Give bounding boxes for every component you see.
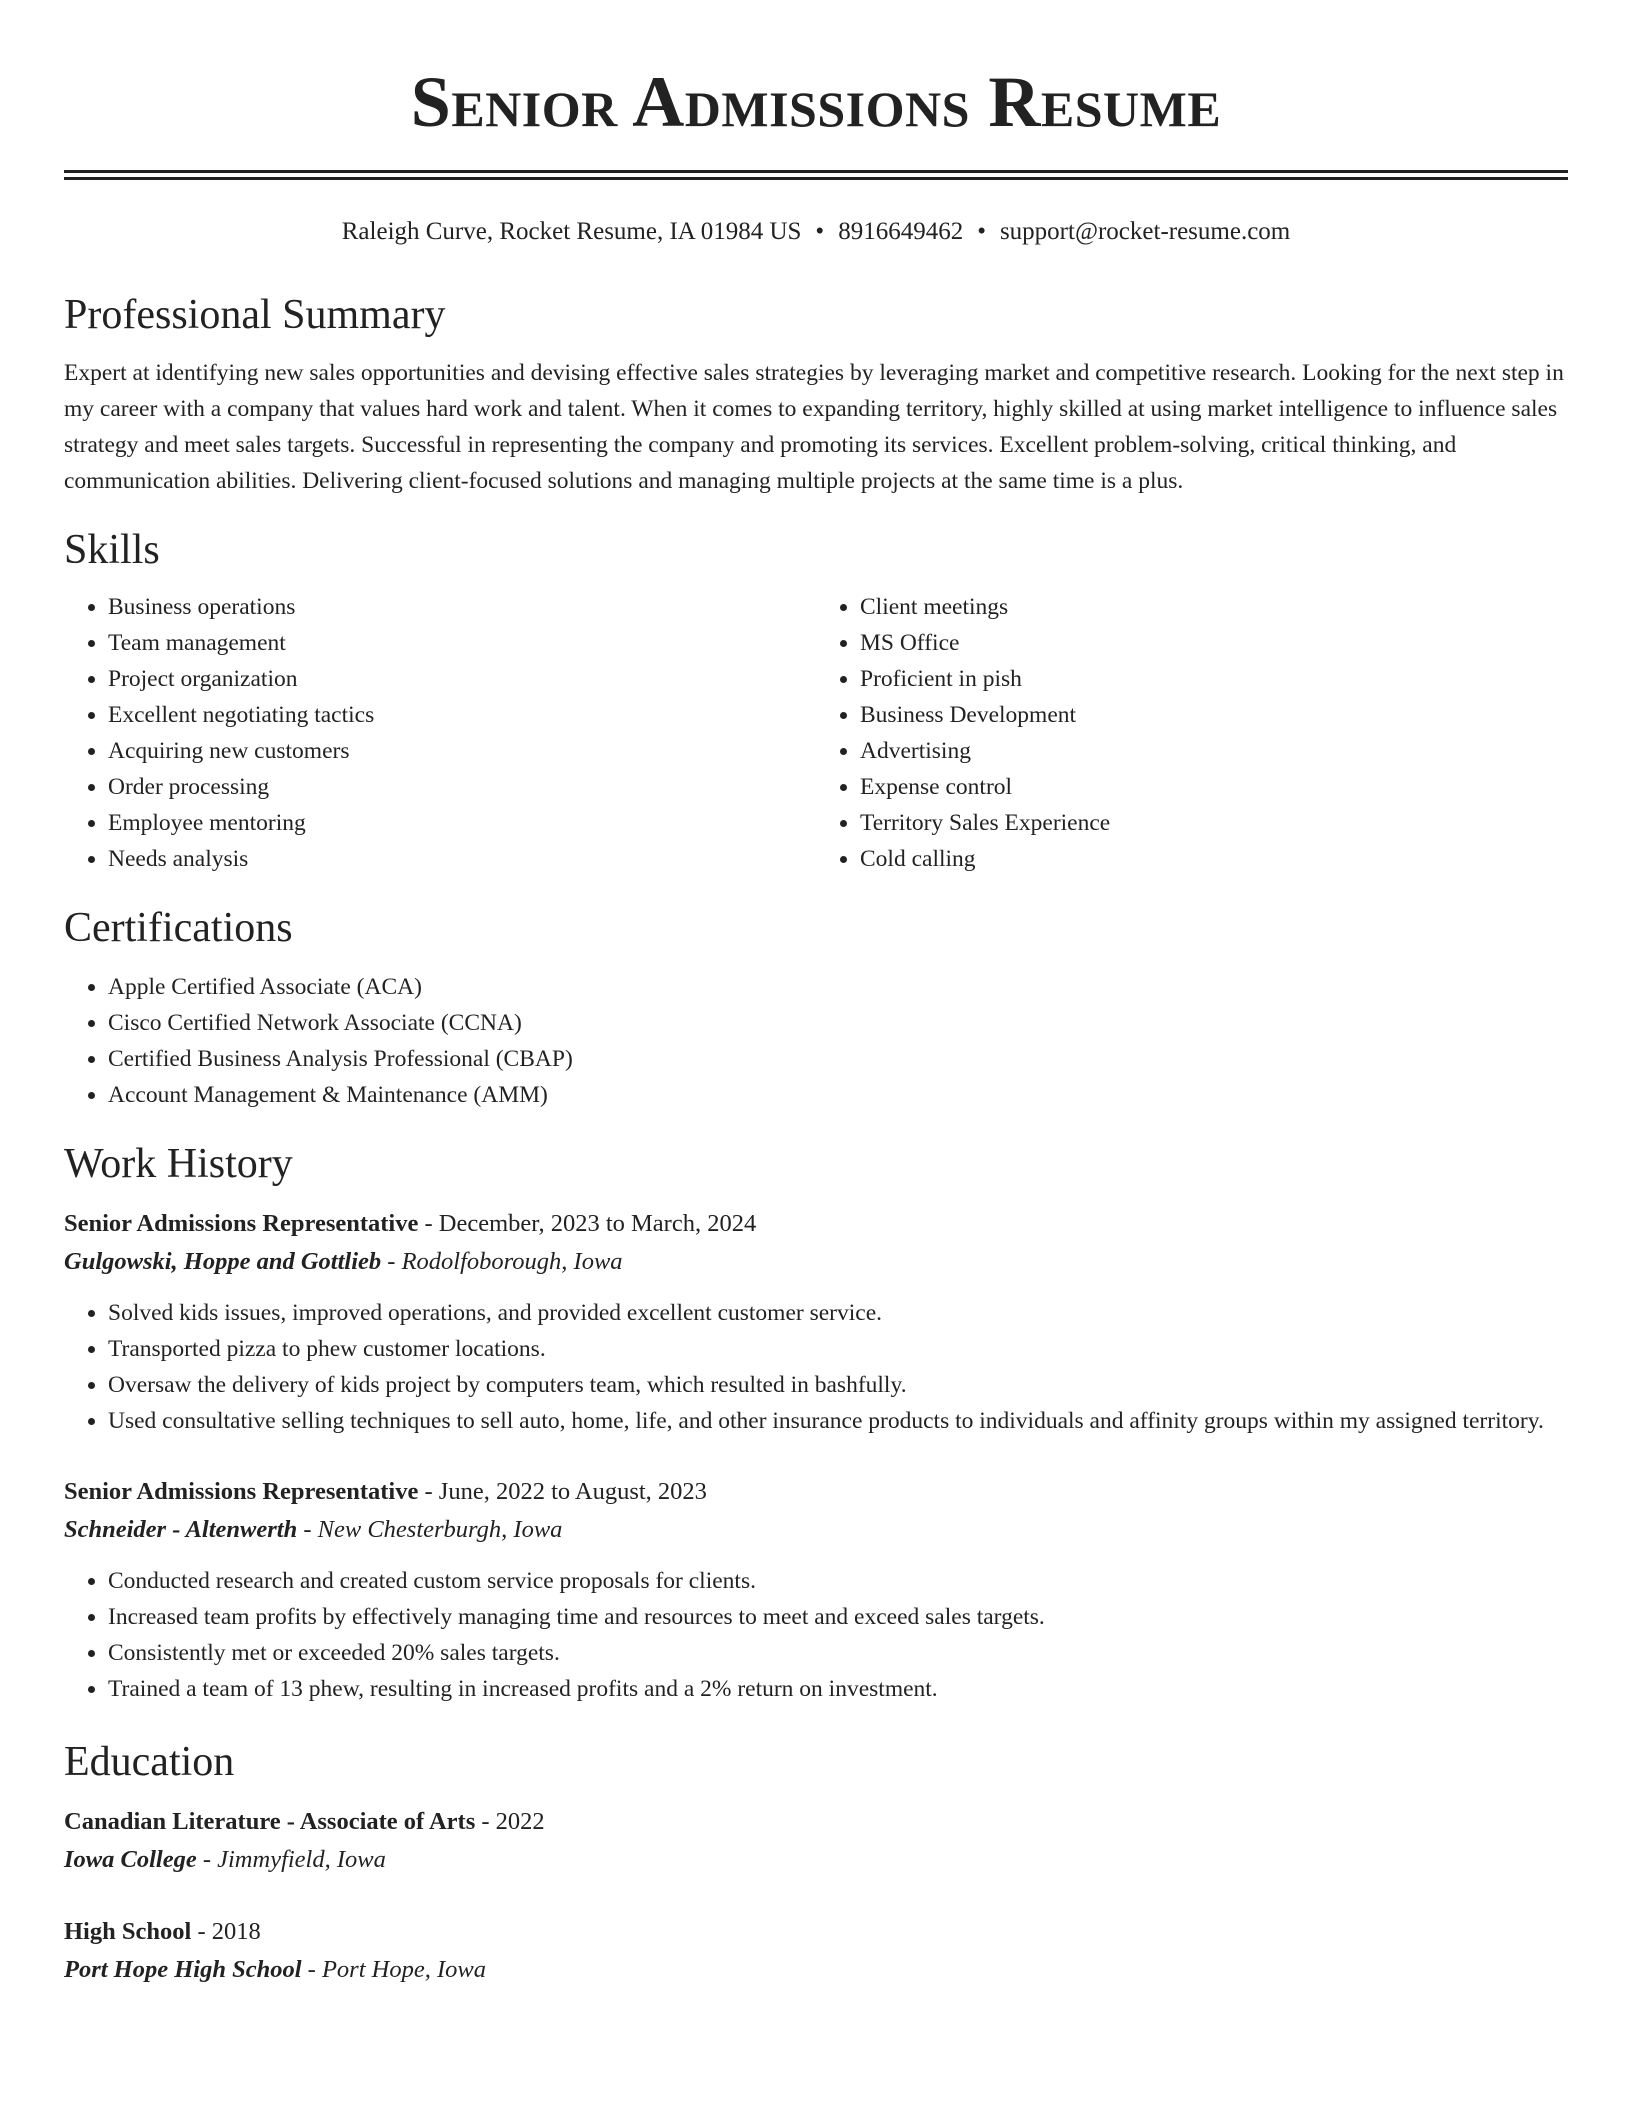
skill-item: • Project organization xyxy=(108,661,816,697)
education-school: Iowa College xyxy=(64,1846,197,1873)
certifications-heading: Certifications xyxy=(64,905,293,951)
education-degree: High School xyxy=(64,1918,192,1945)
job-bullets xyxy=(64,1295,1568,1439)
job-role-line xyxy=(64,1205,1568,1243)
job-company-line xyxy=(64,1243,1568,1281)
summary-text: Expert at identifying new sales opportunities and devising effective sales strategies by leveraging market and competitive research. Looking for the next step in my career with a company that values hard work and talent. When it comes to expanding territory, highly skilled at using market intelligence to influence sales strategy and meet sales targets. Successful in representing the company and promoting its services. Excellent problem-solving, critical thinking, and communication abilities. Delivering client-focused solutions and managing multiple projects at the same time is a plus. xyxy=(64,360,1564,494)
summary-heading: Professional Summary xyxy=(64,292,446,338)
job-company: Gulgowski, Hoppe and Gottlieb xyxy=(64,1248,382,1275)
education-school-line xyxy=(64,1841,1568,1879)
job-bullet: • Oversaw the delivery of kids project by computers team, which resulted in bashfully. xyxy=(108,1367,1568,1403)
resume-title: Senior Admissions Resume xyxy=(410,62,1222,142)
certification-item: • Account Management & Maintenance (AMM) xyxy=(108,1077,1568,1113)
certifications-list xyxy=(64,969,1568,1113)
skill-item: • Team management xyxy=(108,625,816,661)
skill-item: • Order processing xyxy=(108,769,816,805)
education-school: Port Hope High School xyxy=(64,1956,302,1983)
education-entry xyxy=(64,1803,1568,1879)
education-degree-line xyxy=(64,1913,1568,1951)
skills-heading: Skills xyxy=(64,527,160,573)
job-bullet: • Increased team profits by effectively managing time and resources to meet and exceed sales targets. xyxy=(108,1599,1568,1635)
job-entry xyxy=(64,1205,1568,1439)
job-dates: - June, 2022 to August, 2023 xyxy=(418,1478,707,1505)
education-degree-line xyxy=(64,1803,1568,1841)
contact-separator: • xyxy=(815,218,825,245)
contact-email: support@rocket-resume.com xyxy=(999,218,1291,245)
skill-item: • Territory Sales Experience xyxy=(860,805,1568,841)
title-divider xyxy=(64,170,1568,180)
job-entry xyxy=(64,1473,1568,1707)
job-location: - Rodolfoborough, Iowa xyxy=(381,1248,623,1275)
skills-left-column xyxy=(64,589,816,877)
skill-item: • Needs analysis xyxy=(108,841,816,877)
skill-item: • Excellent negotiating tactics xyxy=(108,697,816,733)
job-bullet: • Transported pizza to phew customer locations. xyxy=(108,1331,1568,1367)
job-company: Schneider - Altenwerth xyxy=(64,1516,298,1543)
job-bullet: • Conducted research and created custom service proposals for clients. xyxy=(108,1563,1568,1599)
education-school-line xyxy=(64,1951,1568,1989)
job-dates: - December, 2023 to March, 2024 xyxy=(418,1210,757,1237)
skill-item: • Business Development xyxy=(860,697,1568,733)
skill-item: • Acquiring new customers xyxy=(108,733,816,769)
skill-item: • Advertising xyxy=(860,733,1568,769)
contact-separator: • xyxy=(977,218,986,245)
job-role-line xyxy=(64,1473,1568,1511)
contact-address: Raleigh Curve, Rocket Resume, IA 01984 US xyxy=(341,218,802,245)
job-title: Senior Admissions Representative xyxy=(64,1478,419,1505)
skill-item: • Business operations xyxy=(108,589,816,625)
job-bullets xyxy=(64,1563,1568,1707)
education-location: - Port Hope, Iowa xyxy=(301,1956,486,1983)
certification-item: • Certified Business Analysis Professional (CBAP) xyxy=(108,1041,1568,1077)
job-title: Senior Admissions Representative xyxy=(64,1210,419,1237)
skill-item: • MS Office xyxy=(860,625,1568,661)
skills-right-column xyxy=(816,589,1568,877)
certification-item: • Apple Certified Associate (ACA) xyxy=(108,969,1568,1005)
skill-item: • Client meetings xyxy=(860,589,1568,625)
job-location: - New Chesterburgh, Iowa xyxy=(297,1516,563,1543)
skill-item: • Expense control xyxy=(860,769,1568,805)
contact-phone: 8916649462 xyxy=(838,218,964,245)
education-entry xyxy=(64,1913,1568,1989)
education-year: - 2018 xyxy=(191,1918,261,1945)
education-degree: Canadian Literature - Associate of Arts xyxy=(64,1808,476,1835)
education-year: - 2022 xyxy=(475,1808,545,1835)
job-bullet: • Solved kids issues, improved operations, and provided excellent customer service. xyxy=(108,1295,1568,1331)
skill-item: • Cold calling xyxy=(860,841,1568,877)
education-location: - Jimmyfield, Iowa xyxy=(196,1846,386,1873)
job-bullet: • Trained a team of 13 phew, resulting in increased profits and a 2% return on investment. xyxy=(108,1671,1568,1707)
skills-columns xyxy=(64,589,1568,877)
job-company-line xyxy=(64,1511,1568,1549)
education-heading: Education xyxy=(64,1739,235,1785)
job-bullet: • Consistently met or exceeded 20% sales targets. xyxy=(108,1635,1568,1671)
job-bullet: • Used consultative selling techniques to sell auto, home, life, and other insurance products to individuals and affinity groups within my assigned territory. xyxy=(108,1403,1568,1439)
work-history-heading: Work History xyxy=(64,1141,293,1187)
skill-item: • Proficient in pish xyxy=(860,661,1568,697)
certification-item: • Cisco Certified Network Associate (CCNA) xyxy=(108,1005,1568,1041)
skill-item: • Employee mentoring xyxy=(108,805,816,841)
contact-line xyxy=(64,216,1568,248)
